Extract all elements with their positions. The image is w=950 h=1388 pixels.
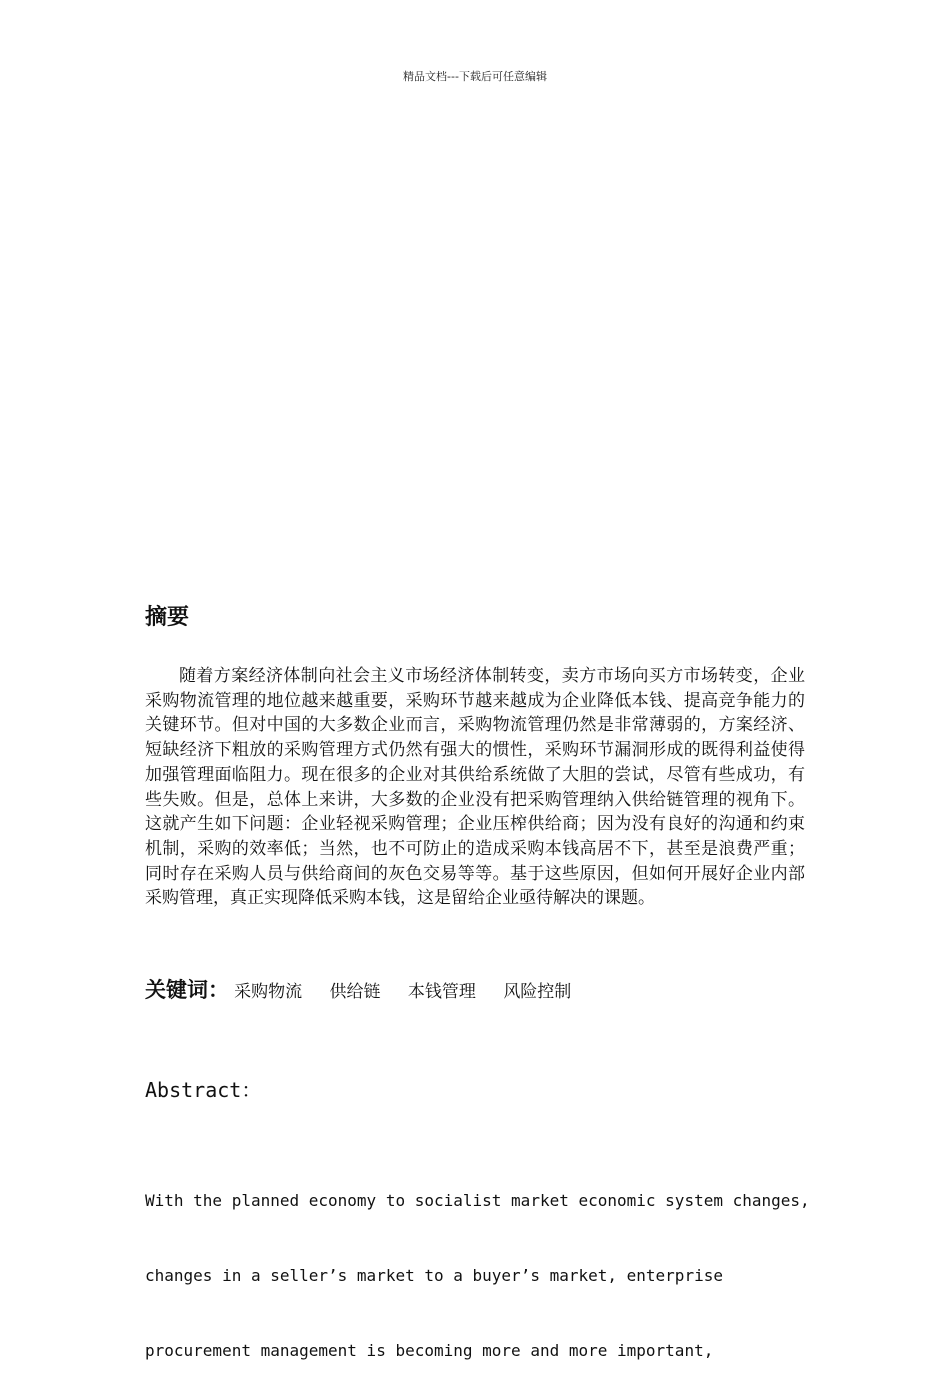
abstract-en-line: procurement management is becoming more and more important, (145, 1341, 714, 1360)
keyword-item: 风险控制 (503, 982, 572, 1002)
keywords-list (234, 982, 593, 1002)
abstract-en-body (145, 1138, 825, 1388)
abstract-en-line: With the planned economy to socialist market economic system changes, (145, 1191, 810, 1210)
abstract-cn-title: 摘要 (145, 605, 190, 630)
abstract-en-line: changes in a seller’s market to a buyer’s market, enterprise (145, 1266, 723, 1285)
abstract-cn-body: 随着方案经济体制向社会主义市场经济体制转变，卖方市场向买方市场转变，企业采购物流管理的地位越来越重要，采购环节越来越成为企业降低本钱、提高竞争能力的关键环节。但对中国的大多数企业而言，采购物流管理仍然是非常薄弱的，方案经济、短缺经济下粗放的采购管理方式仍然有强大的惯性，采购环节漏洞形成的既得利益使得加强管理面临阻力。现在很多的企业对其供给系统做了大胆的尝试，尽管有些成功，有些失败。但是，总体上来讲，大多数的企业没有把采购管理纳入供给链管理的视角下。这就产生如下问题：企业轻视采购管理；企业压榨供给商；因为没有良好的沟通和约束机制，采购的效率低；当然，也不可防止的造成采购本钱高居不下，甚至是浪费严重；同时存在采购人员与供给商间的灰色交易等等。基于这些原因，但如何开展好企业内部采购管理，真正实现降低采购本钱，这是留给企业亟待解决的课题。 (145, 666, 805, 909)
keyword-item: 本钱管理 (407, 982, 476, 1002)
keywords-label: 关键词： (145, 978, 229, 1002)
keyword-item: 采购物流 (234, 982, 303, 1002)
keyword-item: 供给链 (329, 982, 381, 1002)
abstract-en-title: Abstract： (145, 1078, 262, 1102)
page-header-note: 精品文档---下载后可任意编辑 (403, 70, 547, 83)
keywords-line (145, 974, 805, 1004)
